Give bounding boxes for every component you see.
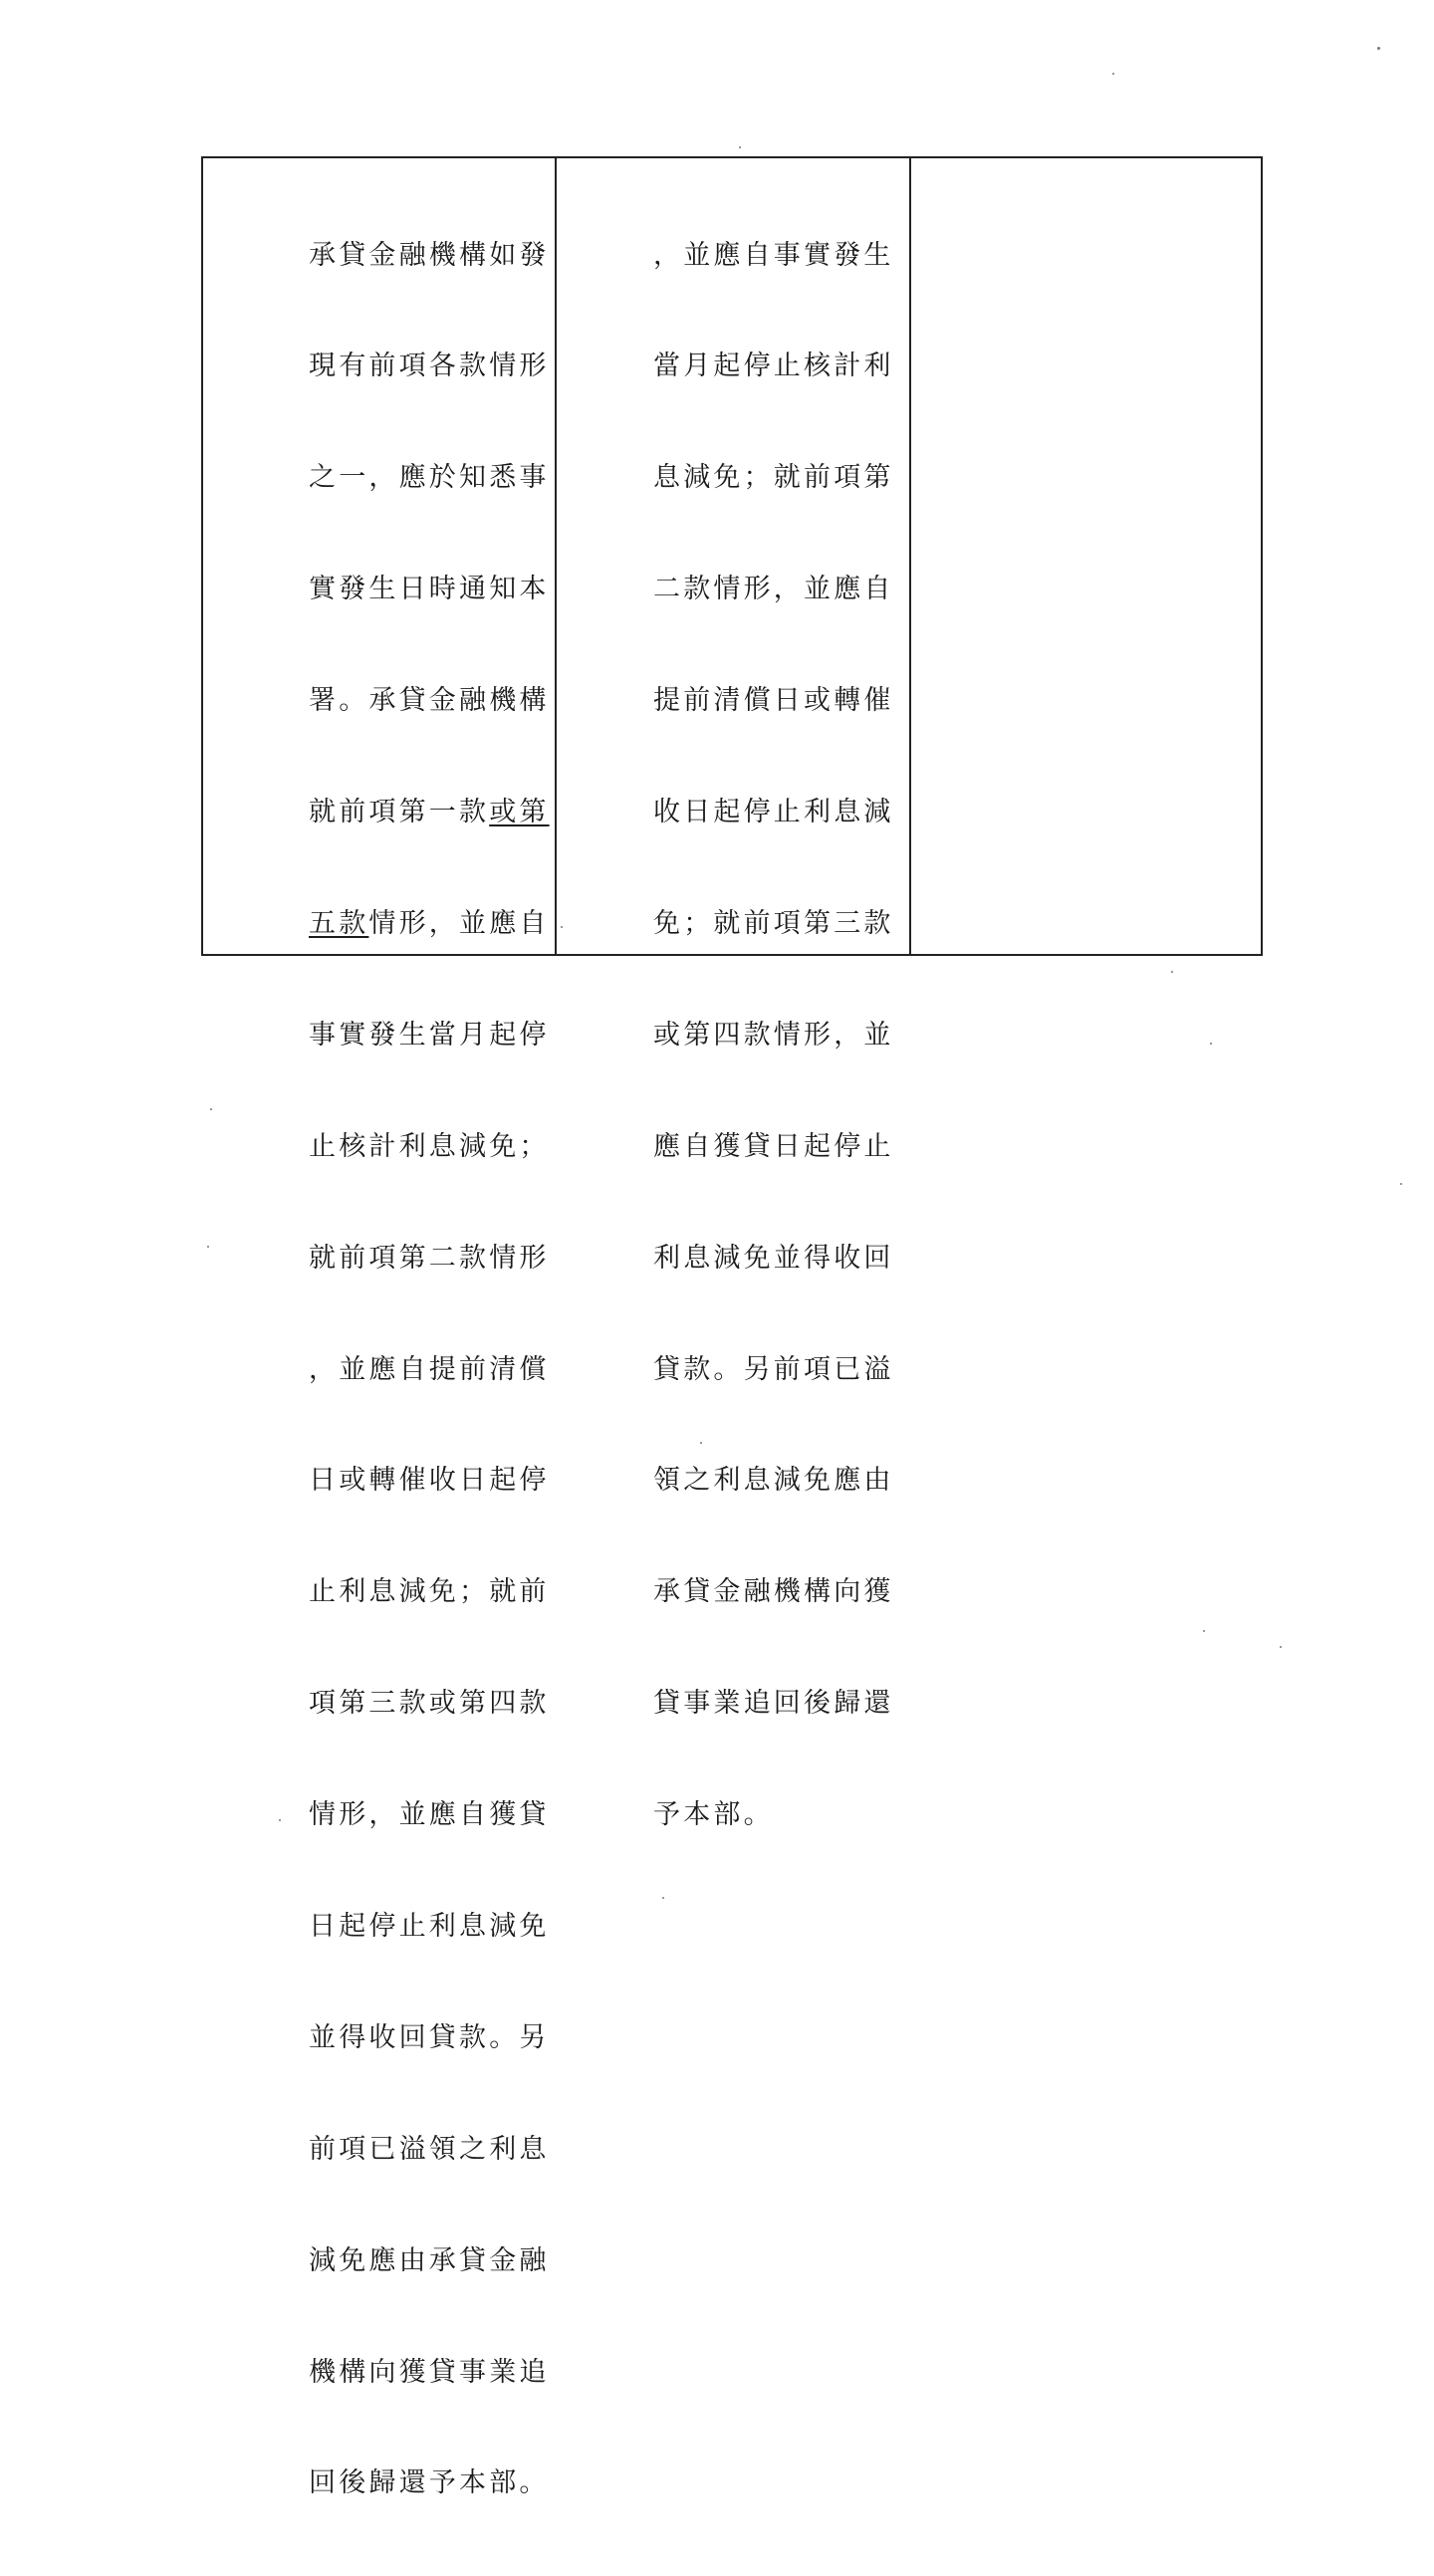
- text-line: 領之利息減免應由: [653, 1465, 894, 1497]
- revised-text-cell: [309, 162, 550, 2576]
- scan-speck: [1210, 1043, 1212, 1045]
- scan-speck: [1280, 1646, 1282, 1648]
- scan-speck: [1377, 47, 1380, 50]
- underlined-segment: 五款: [309, 907, 369, 939]
- text-line: 承貸金融機構向獲: [653, 1576, 894, 1608]
- text-line: 貸款。另前項已溢: [653, 1353, 894, 1385]
- scan-speck: [207, 1246, 209, 1248]
- text-line: 署。承貸金融機構: [309, 685, 550, 717]
- text-line: 機構向獲貸事業追: [309, 2356, 550, 2388]
- text-line: 前項已溢領之利息: [309, 2133, 550, 2165]
- text-line: 情形，並應自獲貸: [309, 1799, 550, 1831]
- plain-segment: 就前項第一款: [309, 797, 490, 828]
- text-line: 免；就前項第三款: [653, 907, 894, 939]
- scan-speck: [662, 1897, 664, 1899]
- text-line: 事實發生當月起停: [309, 1019, 550, 1051]
- scan-speck: [1112, 73, 1114, 75]
- text-line: 現有前項各款情形: [309, 351, 550, 382]
- scan-speck: [1400, 1183, 1402, 1185]
- text-line: 或第四款情形，並: [653, 1019, 894, 1051]
- text-line: 日起停止利息減免: [309, 1910, 550, 1942]
- table-column-original: [557, 158, 911, 1831]
- text-line: ，並應自事實發生: [653, 239, 894, 271]
- text-line: 回後歸還予本部。: [309, 2467, 550, 2499]
- text-line: 利息減免並得收回: [653, 1242, 894, 1274]
- text-line: ，並應自提前清償: [309, 1353, 550, 1385]
- table-column-explanation: [911, 158, 1261, 954]
- text-line: 提前清償日或轉催: [653, 685, 894, 717]
- text-line-with-underline: [309, 794, 550, 830]
- text-line: 日或轉催收日起停: [309, 1465, 550, 1497]
- text-line: 就前項第二款情形: [309, 1242, 550, 1274]
- text-line: 之一，應於知悉事: [309, 462, 550, 494]
- scan-speck: [279, 1819, 281, 1821]
- text-line: 減免應由承貸金融: [309, 2244, 550, 2276]
- plain-segment: 情形，並應自: [368, 907, 550, 939]
- original-text-cell: [653, 162, 894, 1908]
- scan-speck: [1203, 1630, 1205, 1632]
- text-line: 應自獲貸日起停止: [653, 1130, 894, 1162]
- text-line: 實發生日時通知本: [309, 574, 550, 605]
- text-line: 止利息減免；就前: [309, 1576, 550, 1608]
- scan-speck: [700, 1442, 702, 1444]
- scan-speck: [561, 926, 563, 928]
- text-line: 並得收回貸款。另: [309, 2021, 550, 2053]
- scan-speck: [210, 1108, 212, 1110]
- underlined-segment: 或第: [489, 797, 550, 828]
- text-line: 收日起停止利息減: [653, 797, 894, 828]
- text-line: 息減免；就前項第: [653, 462, 894, 494]
- text-line: 貸事業追回後歸還: [653, 1688, 894, 1720]
- scan-speck: [1171, 971, 1173, 973]
- comparison-table: [201, 156, 1263, 2499]
- text-line: 項第三款或第四款: [309, 1688, 550, 1720]
- text-line-with-underline: [309, 905, 550, 942]
- text-line: 予本部。: [653, 1799, 774, 1831]
- text-line: 二款情形，並應自: [653, 574, 894, 605]
- text-line: 承貸金融機構如發: [309, 239, 550, 271]
- table-column-revised: [203, 158, 557, 2499]
- text-line: 止核計利息減免；: [309, 1130, 550, 1162]
- text-line: 當月起停止核計利: [653, 351, 894, 382]
- scan-speck: [739, 146, 741, 148]
